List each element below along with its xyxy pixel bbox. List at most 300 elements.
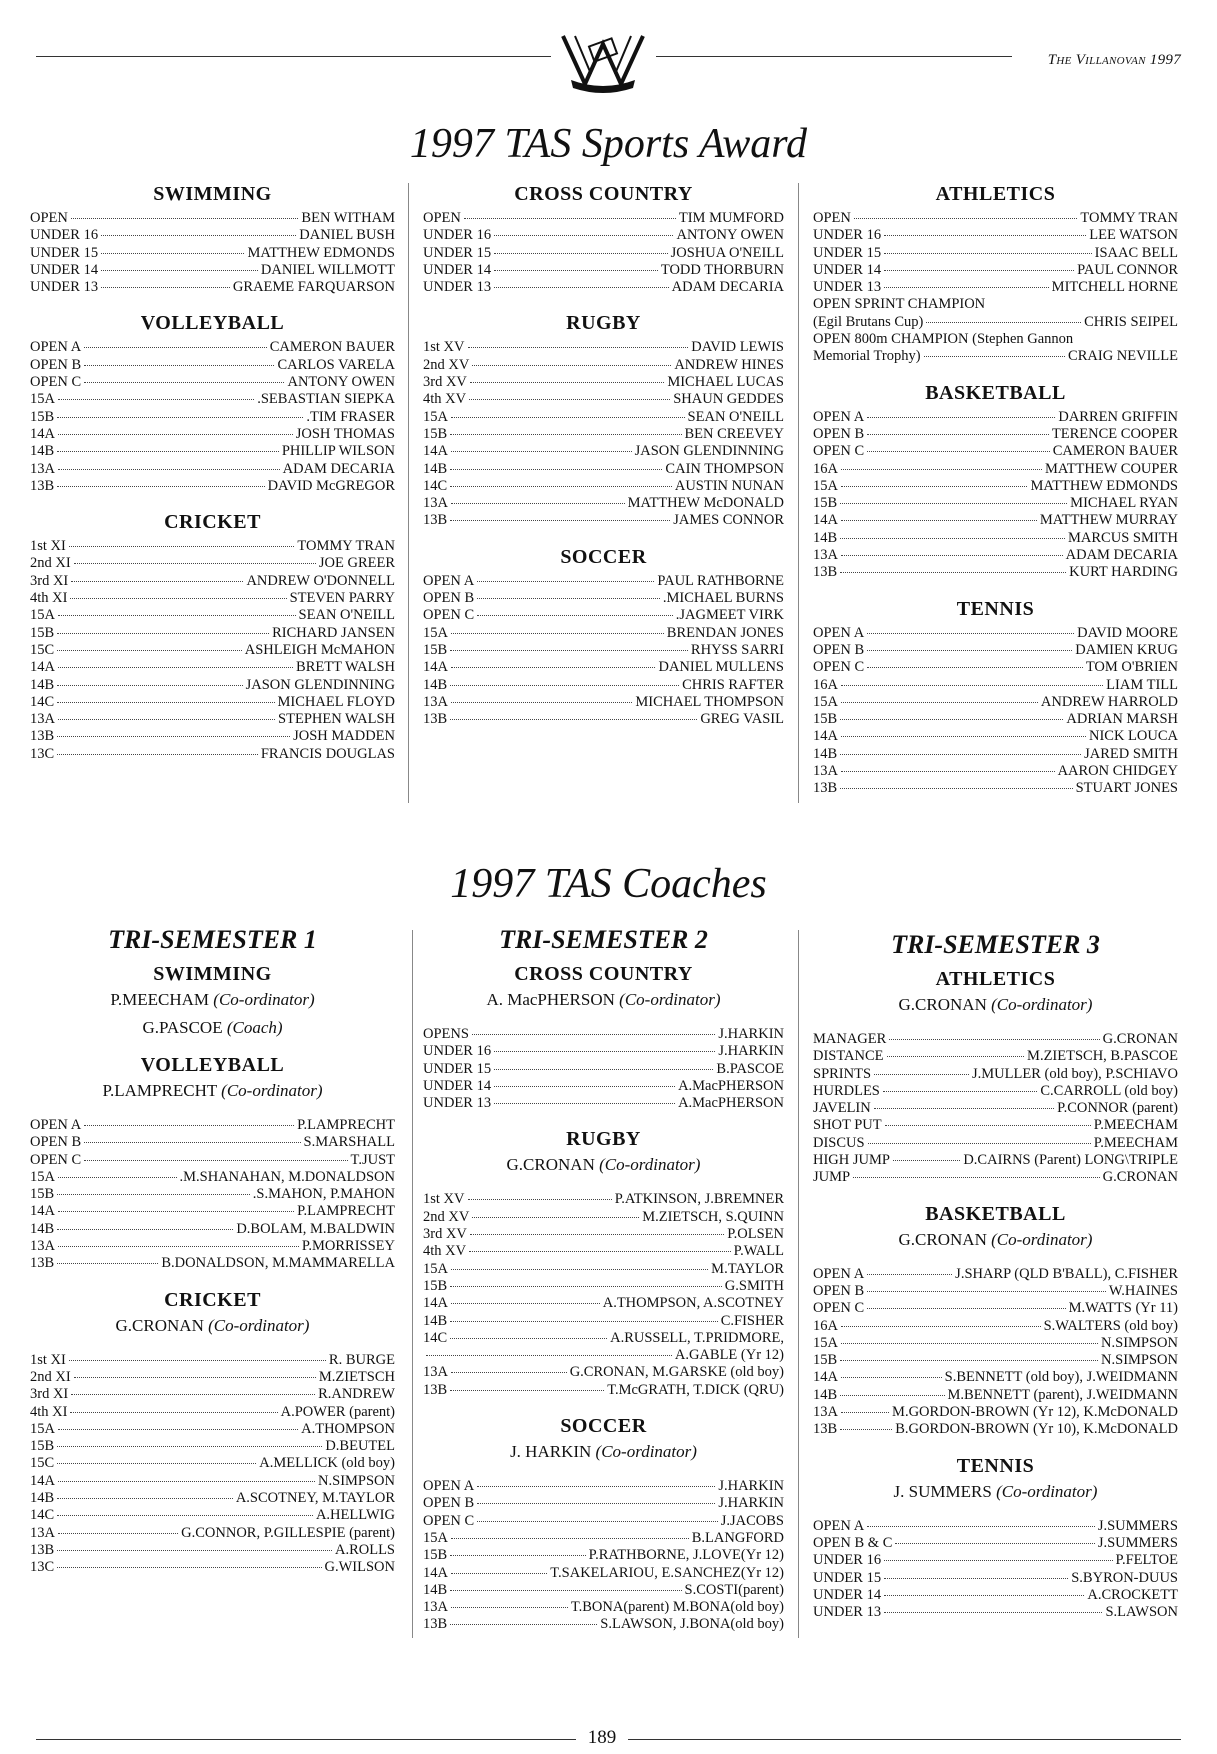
row-value: A.RUSSELL, T.PRIDMORE, [610,1329,784,1346]
list-item [813,642,1178,659]
dot-leader [841,736,1086,737]
row-value: R. BURGE [328,1351,395,1368]
list-item [30,1559,395,1576]
list-item [423,512,784,529]
row-value: .JAGMEET VIRK [675,607,784,624]
list-item [30,1404,395,1421]
dot-leader [57,1463,256,1464]
dot-leader [58,615,296,616]
dot-leader [867,1291,1106,1292]
spacer [423,1470,784,1478]
award-note: OPEN 800m CHAMPION (Stephen Gannon [813,331,1074,348]
list-item [813,659,1178,676]
dot-leader [494,270,658,271]
dot-leader [451,417,685,418]
list-item [813,746,1178,763]
list-item [813,1117,1178,1134]
dot-leader [464,218,676,219]
row-label: 4th XI [30,1403,68,1420]
row-label: 13B [423,512,448,529]
list-item [813,227,1178,244]
row-label: 1st XI [30,1351,66,1368]
row-label: 15B [30,1438,55,1455]
dot-leader [58,1246,299,1247]
dot-leader [840,1395,944,1396]
dot-leader [867,1526,1095,1527]
dot-leader [450,1624,597,1625]
row-value: S.COSTI(parent) [684,1581,784,1598]
dot-leader [57,486,264,487]
row-value: CAMERON BAUER [1052,443,1178,460]
row-label: OPEN B [423,590,475,607]
dot-leader [494,287,669,288]
dot-leader [71,218,299,219]
row-label: 1st XI [30,538,66,555]
row-label: 14B [423,1312,448,1329]
row-label: 13A [423,1599,448,1616]
row-label: UNDER 13 [30,279,99,296]
row-value: MATTHEW EDMONDS [1030,477,1178,494]
spacer [423,1183,784,1191]
row-value: P.WALL [733,1243,784,1260]
list-item [813,1535,1178,1552]
row-value: DAVID LEWIS [691,339,784,356]
dot-leader [867,667,1083,668]
spacer [813,1023,1178,1031]
row-value: .S.MAHON, P.MAHON [252,1186,395,1203]
list-item [813,547,1178,564]
row-value: G.CRONAN, M.GARSKE (old boy) [569,1364,784,1381]
list-item [30,590,395,607]
row-value: ADAM DECARIA [282,460,395,477]
dot-leader [101,253,244,254]
dot-leader [840,1360,1098,1361]
dot-leader [853,1177,1100,1178]
coordinator-role: (Co-ordinator) [213,990,315,1009]
coordinator-name: G.CRONAN [898,1229,992,1249]
row-value: SHAUN GEDDES [673,391,784,408]
list-item [423,339,784,356]
row-value: ANTONY OWEN [676,227,784,244]
row-value: ISAAC BELL [1094,244,1178,261]
dot-leader [472,365,671,366]
row-label: 13B [813,780,838,797]
row-value: ASHLEIGH McMAHON [244,641,395,658]
row-label: 14A [423,659,448,676]
row-value: M.TAYLOR [711,1260,784,1277]
row-value: BEN CREEVEY [684,425,784,442]
row-value: NICK LOUCA [1088,728,1178,745]
list-item [813,1404,1178,1421]
row-value: A.GABLE (Yr 12) [674,1347,784,1364]
list-item [30,262,395,279]
list-item [423,1026,784,1043]
coordinator-name: P.LAMPRECHT [102,1081,222,1100]
dot-leader [84,382,284,383]
row-label: UNDER 15 [30,244,99,261]
row-label: 13A [30,711,55,728]
awards-title: 1997 TAS Sports Award [409,121,808,167]
row-value: MATTHEW COUPER [1044,460,1178,477]
list-item [423,711,784,728]
row-value: AARON CHIDGEY [1057,763,1178,780]
row-value: CAIN THOMPSON [665,460,784,477]
dot-leader [477,615,673,616]
row-value: CHRIS SEIPEL [1084,313,1178,330]
dot-leader [450,486,672,487]
dot-leader [840,572,1066,573]
row-label: OPEN A [813,1517,865,1534]
row-label: 4th XV [423,1243,467,1260]
row-value: G.WILSON [324,1559,395,1576]
dot-leader [494,1086,675,1087]
list-item [813,1300,1178,1317]
list-item [423,443,784,460]
row-value: P.RATHBORNE, J.LOVE(Yr 12) [588,1547,784,1564]
row-label: OPEN C [813,659,865,676]
list-item [813,348,1178,365]
dot-leader [924,356,1066,357]
dot-leader [101,287,230,288]
row-label: UNDER 13 [423,1095,492,1112]
list-item [423,374,784,391]
row-label: 14A [423,1295,448,1312]
dot-leader [58,1429,298,1430]
coordinator-role: (Co-ordinator) [991,1229,1093,1249]
dot-leader [58,469,280,470]
row-label: UNDER 15 [813,1569,882,1586]
section-heading: ATHLETICS [935,183,1056,205]
coordinator-line [30,1081,395,1101]
dot-leader [841,1377,942,1378]
dot-leader [883,1091,1038,1092]
list-item [423,694,784,711]
dot-leader [57,451,279,452]
row-value: TIM MUMFORD [678,210,784,226]
row-label: OPEN C [30,374,82,391]
coordinator-name: G.CRONAN [898,995,992,1014]
dot-leader [494,1069,713,1070]
coordinator-role: (Co-ordinator) [221,1081,323,1100]
list-item [813,279,1178,296]
row-value: ADAM DECARIA [1065,547,1178,564]
coordinator-line [423,1442,784,1462]
row-label: 3rd XI [30,572,69,589]
list-item [30,478,395,495]
dot-leader [58,399,254,400]
list-item [813,210,1178,227]
dot-leader [472,1034,715,1035]
row-label: UNDER 13 [423,279,492,296]
row-value: B.LANGFORD [691,1529,784,1546]
row-label: OPEN [423,210,461,226]
list-item [813,780,1178,797]
list-item [813,728,1178,745]
row-label: 15B [813,1352,838,1369]
row-label: 13A [423,1364,448,1381]
dot-leader [895,1543,1094,1544]
list-item [423,1599,784,1616]
list-item [30,1203,395,1220]
row-value: R.ANDREW [318,1386,395,1403]
dot-leader [494,1051,715,1052]
section-heading: BASKETBALL [925,381,1066,404]
row-label: 16A [813,1317,838,1334]
dot-leader [84,347,267,348]
dot-leader [840,538,1065,539]
footer-rule-left [36,1739,576,1740]
coaches-column-2 [423,925,784,1634]
row-label: OPEN A [423,572,475,589]
row-value: MICHAEL LUCAS [667,374,784,391]
list-item [813,1570,1178,1587]
dot-leader [74,1377,316,1378]
spacer [813,1258,1178,1266]
row-value: S.BYRON-DUUS [1071,1569,1178,1586]
list-item [813,711,1178,728]
list-item [30,607,395,624]
section-heading: VOLLEYBALL [140,312,285,335]
row-value: JARED SMITH [1084,745,1178,762]
dot-leader [469,399,670,400]
row-value: J.HARKIN [718,1495,784,1512]
list-item [30,1134,395,1151]
dot-leader [101,235,296,236]
list-item [813,426,1178,443]
row-value: S.BENNETT (old boy), J.WEIDMANN [944,1369,1178,1386]
row-label: 14A [30,425,55,442]
list-item [813,1100,1178,1117]
list-item [30,1455,395,1472]
dot-leader [469,1251,731,1252]
list-item [423,590,784,607]
list-item [30,210,395,227]
row-value: T.SAKELARIOU, E.SANCHEZ(Yr 12) [550,1564,784,1581]
row-label: 14A [813,512,838,529]
section-heading: VOLLEYBALL [140,1054,285,1076]
list-item [30,1525,395,1542]
row-value: P.MEECHAM [1093,1134,1178,1151]
row-label: UNDER 16 [813,227,882,244]
row-value: S.LAWSON, J.BONA(old boy) [600,1616,784,1633]
row-label: UNDER 13 [813,279,882,296]
list-item [30,1438,395,1455]
list-item [423,227,784,244]
list-item [30,1473,395,1490]
row-label: 14A [423,1564,448,1581]
dot-leader [74,563,316,564]
spacer [30,1344,395,1352]
row-label: 15B [30,408,55,425]
list-item [813,564,1178,581]
row-value: J.JACOBS [720,1512,784,1529]
section-heading: TENNIS [956,597,1035,620]
dot-leader [58,719,275,720]
dot-leader [841,771,1055,772]
row-label: 14C [423,1329,448,1346]
list-item [30,1352,395,1369]
list-item [813,262,1178,279]
list-item [30,694,395,711]
dot-leader [494,235,673,236]
dot-leader [84,1142,300,1143]
list-item [423,1261,784,1278]
list-item [813,512,1178,529]
row-label: UNDER 16 [423,227,492,244]
row-value: PHILLIP WILSON [281,443,395,460]
dot-leader [84,365,274,366]
column-divider [408,183,409,803]
coordinator-role: (Coach) [226,1018,283,1037]
row-value: M.WATTS (Yr 11) [1068,1300,1178,1317]
dot-leader [450,469,662,470]
villanova-crest-icon [553,30,653,94]
dot-leader [884,1560,1112,1561]
row-label: DISCUS [813,1134,865,1151]
section-heading: SWIMMING [153,183,272,205]
row-label: 14B [30,1220,55,1237]
list-item [813,1266,1178,1283]
list-item [30,391,395,408]
spacer [813,1510,1178,1518]
list-item [30,339,395,356]
row-label: 13A [813,763,838,780]
row-label: DISTANCE [813,1048,884,1065]
dot-leader [57,1194,250,1195]
row-value: .M.SHANAHAN, M.DONALDSON [179,1168,395,1185]
dot-leader [57,754,258,755]
dot-leader [854,218,1078,219]
tri-semester-heading: TRI-SEMESTER 1 [108,925,317,954]
dot-leader [477,1521,718,1522]
list-item [423,1347,784,1364]
row-value: MATTHEW EDMONDS [247,244,395,261]
list-item [423,1495,784,1512]
dot-leader [887,1056,1025,1057]
dot-leader [884,1612,1102,1613]
row-value: J.HARKIN [718,1043,784,1060]
coaches-column-1 [30,925,395,1577]
list-item [813,245,1178,262]
dot-leader [926,322,1081,323]
row-label: 2nd XI [30,555,71,572]
dot-leader [889,1039,1099,1040]
dot-leader [451,667,656,668]
row-label: UNDER 15 [423,1060,492,1077]
row-value: TODD THORBURN [660,261,784,278]
list-item [30,1542,395,1559]
row-label: 15A [813,693,838,710]
list-item [30,245,395,262]
row-label: 3rd XV [423,374,467,391]
dot-leader [426,1355,672,1356]
awards-column-1 [30,183,395,763]
section-heading: CROSS COUNTRY [514,963,693,985]
row-label: OPEN C [813,1300,865,1317]
row-value: W.HAINES [1108,1282,1178,1299]
spacer [423,1018,784,1026]
row-value: B.DONALDSON, M.MAMMARELLA [161,1255,395,1272]
row-label: OPEN B [423,1495,475,1512]
row-label: 13A [30,1524,55,1541]
row-value: MICHAEL RYAN [1070,495,1178,512]
row-label: 14A [423,443,448,460]
dot-leader [450,1338,607,1339]
list-item [813,1066,1178,1083]
row-label: 15A [423,624,448,641]
row-label: OPEN A [30,339,82,356]
dot-leader [58,1481,315,1482]
tri-semester-heading: TRI-SEMESTER 2 [499,925,708,954]
row-value: DANIEL MULLENS [658,659,784,676]
dot-leader [84,1160,347,1161]
row-value: P.ATKINSON, J.BREMNER [614,1191,784,1208]
list-item [813,694,1178,711]
row-value: GRAEME FARQUARSON [232,279,395,296]
list-item [423,1191,784,1208]
row-label: UNDER 14 [423,261,492,278]
list-item [423,357,784,374]
row-label: 13B [30,1255,55,1272]
row-value: TERENCE COOPER [1051,425,1178,442]
row-value: JOSH THOMAS [295,425,395,442]
row-label: UNDER 13 [813,1604,882,1621]
row-value: ANTONY OWEN [287,374,395,391]
row-label: 13A [423,495,448,512]
list-item [423,625,784,642]
coordinator-name: G.CRONAN [115,1315,209,1335]
row-label: 3rd XV [423,1226,467,1243]
dot-leader [841,702,1038,703]
row-label: OPEN B [813,425,865,442]
coordinator-line [30,1018,395,1038]
row-label: 14B [30,1490,55,1507]
row-label: 16A [813,460,838,477]
row-value: MITCHELL HORNE [1051,279,1178,296]
section-heading: RUGBY [566,1128,641,1151]
row-value: B.PASCOE [716,1060,784,1077]
row-value: J.SUMMERS [1097,1534,1178,1551]
dot-leader [84,1125,294,1126]
dot-leader [101,270,258,271]
dot-leader [874,1108,1054,1109]
column-divider [798,183,799,803]
page-number: 189 [587,1727,617,1748]
row-value: S.MARSHALL [303,1134,395,1151]
row-label: 14B [813,1386,838,1403]
list-item [30,1490,395,1507]
row-label: 14C [423,477,448,494]
row-value: BRENDAN JONES [666,624,784,641]
row-value: J.MULLER (old boy), P.SCHIAVO [972,1065,1178,1082]
awards-column-2 [423,183,784,728]
row-value: DARREN GRIFFIN [1058,408,1178,425]
list-item [423,1243,784,1260]
row-label: 13B [30,477,55,494]
row-label: OPEN B [30,356,82,373]
footer-rule-right [628,1739,1181,1740]
row-label: 15C [30,1455,55,1472]
row-label: OPEN C [30,1151,82,1168]
row-value: DANIEL WILLMOTT [260,261,395,278]
dot-leader [57,417,303,418]
dot-leader [893,1160,960,1161]
row-label: 14A [30,659,55,676]
list-item [813,1135,1178,1152]
row-value: J.SUMMERS [1097,1517,1178,1534]
row-value: GREG VASIL [700,711,784,728]
list-item [813,763,1178,780]
